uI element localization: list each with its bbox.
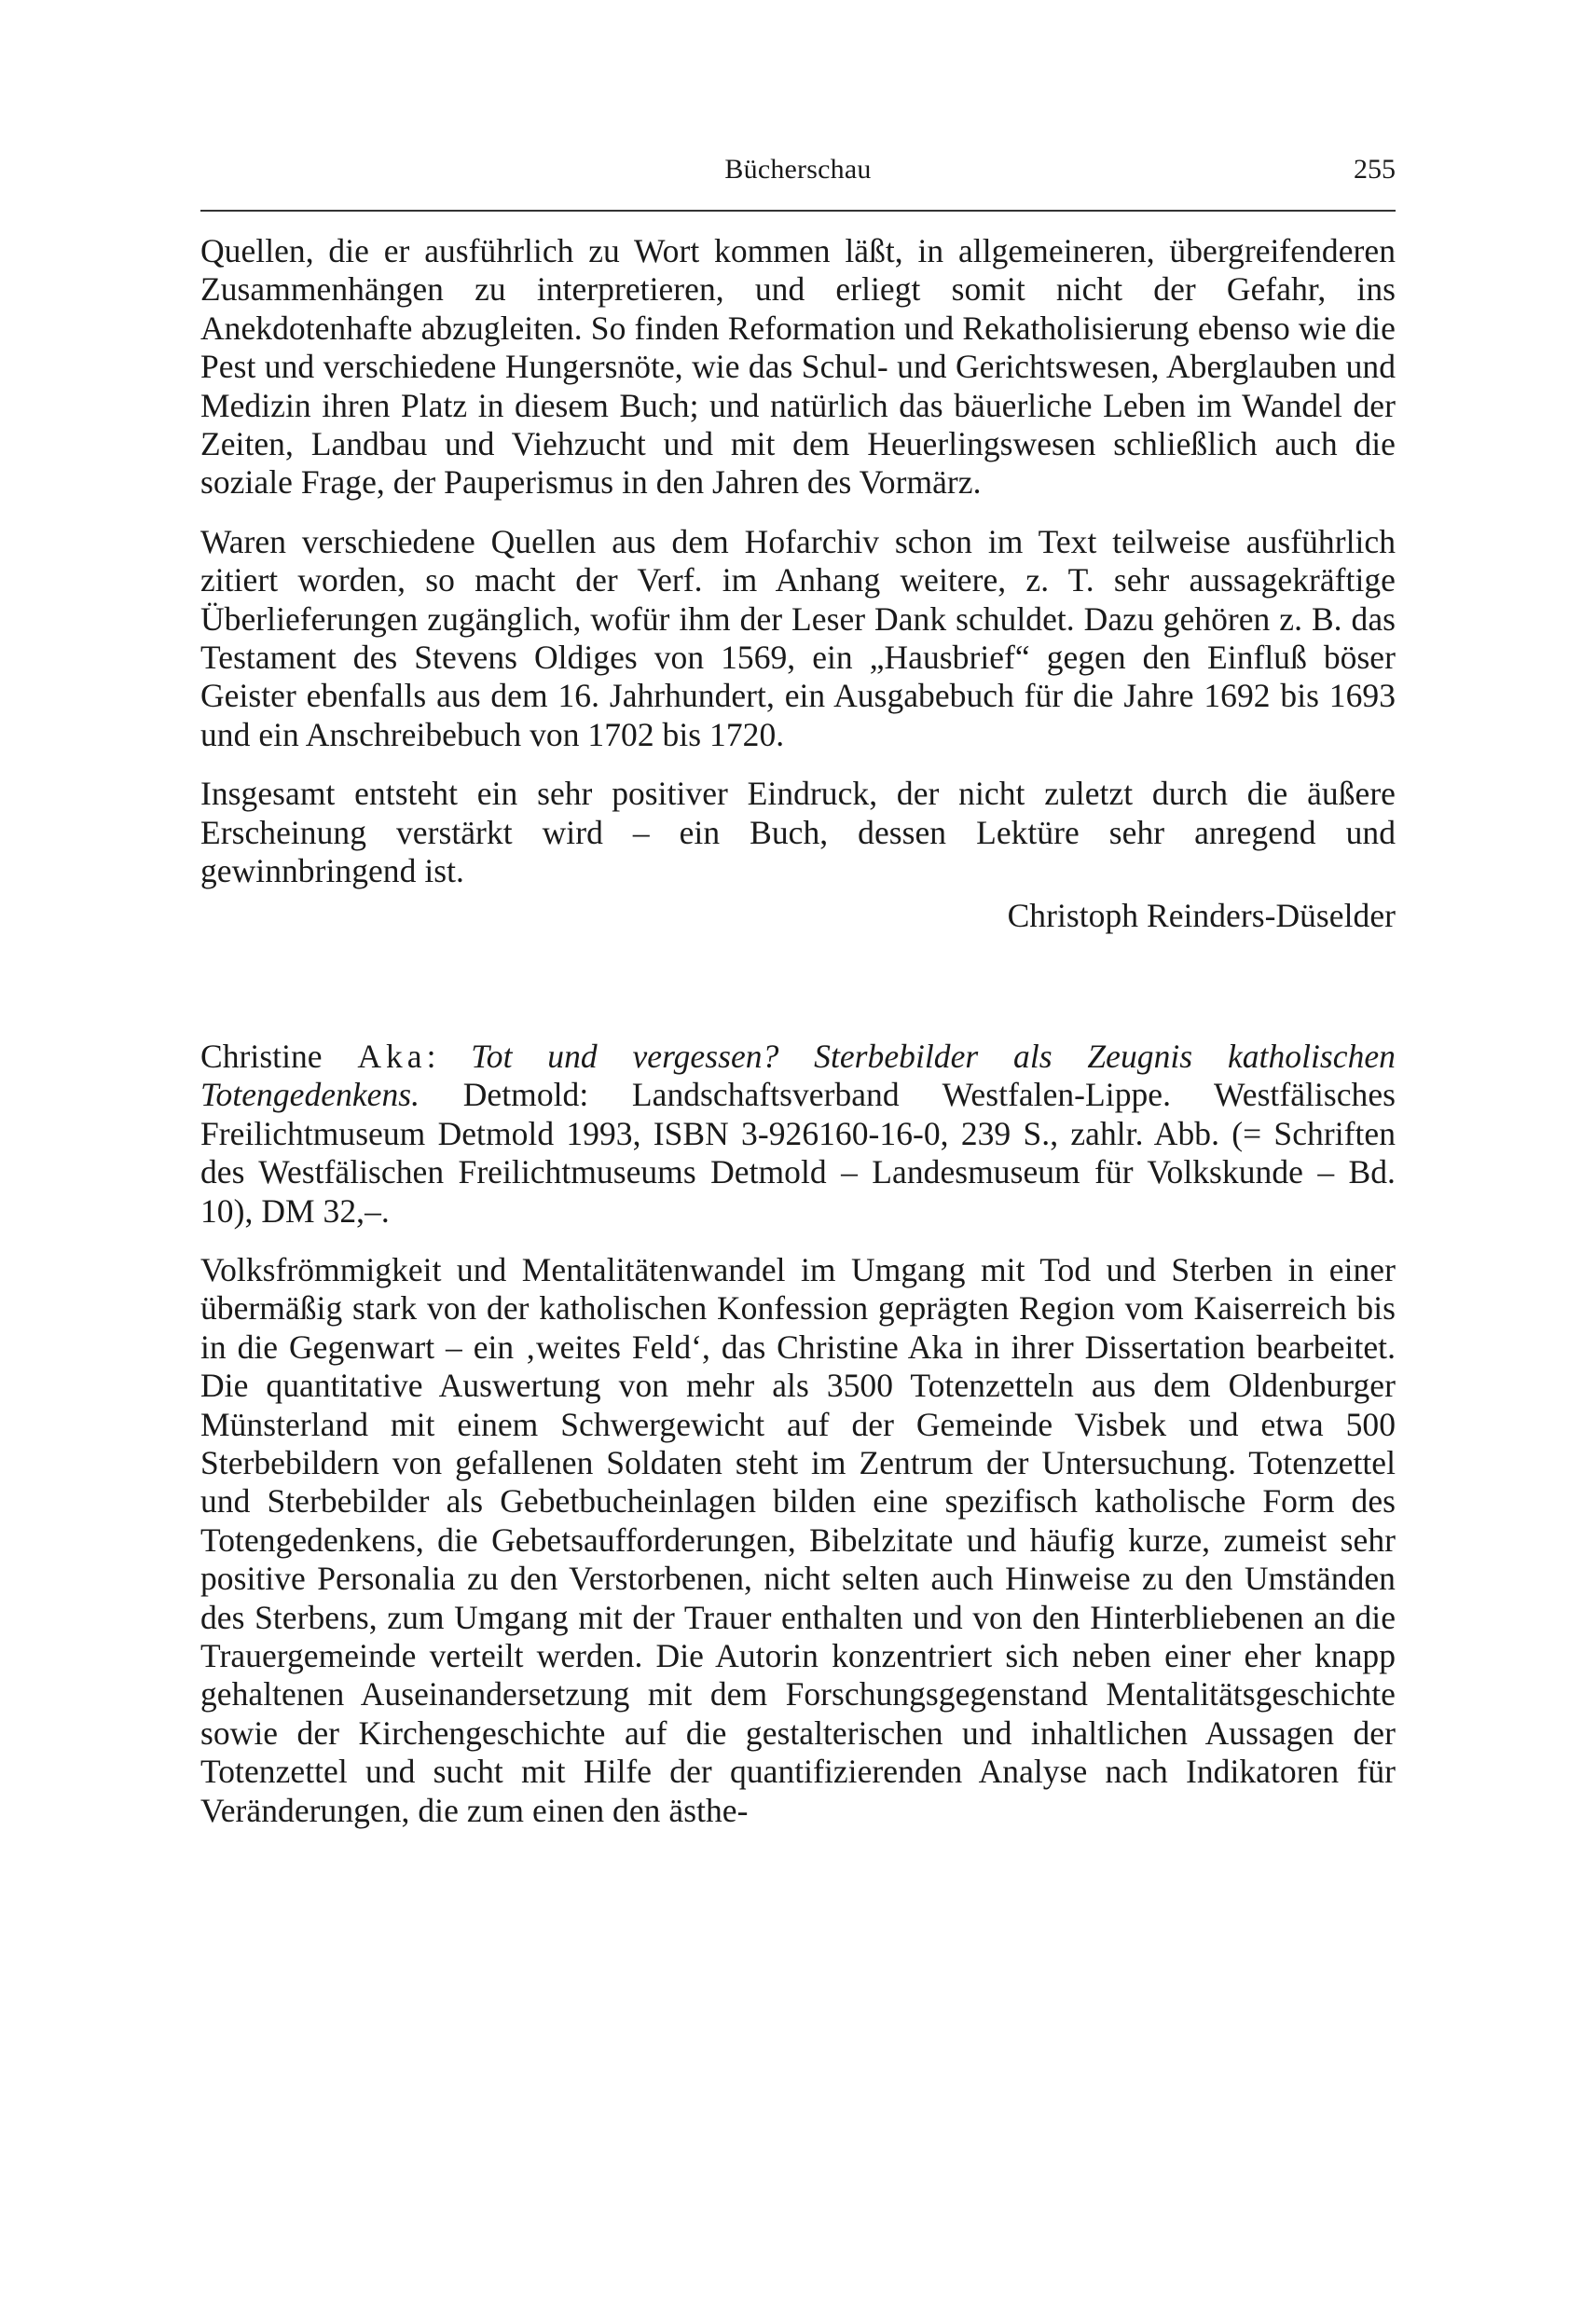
review2-paragraph-1: Volksfrömmigkeit und Mentalitätenwandel im Umgang mit Tod und Sterben in einer übermäßig stark von der katholischen Konfession geprägten Region vom Kaiserreich bis in die Gegenwart – ein ‚weites Feld‘, das Christine Aka in ihrer Dissertation bearbeitet. Die quantitative Auswertung von mehr als 3500 Totenzetteln aus dem Oldenburger Münsterland mit einem Schwergewicht auf der Gemeinde Visbek und etwa 500 Sterbebildern von gefallenen Soldaten steht im Zentrum der Untersuchung. Totenzettel und Sterbebilder als Gebetbucheinlagen bilden eine spezifisch katholische Form des Totengedenkens, die Gebetsaufforderungen, Bibelzitate und häufig kurze, zumeist sehr positive Personalia zu den Verstorbenen, nicht selten auch Hinweise zu den Umständen des Sterbens, zum Umgang mit der Trauer enthalten und von den Hinterbliebenen an die Trauergemeinde verteilt werden. Die Autorin konzentriert sich neben einer eher knapp gehaltenen Auseinandersetzung mit dem Forschungsgegenstand Mentalitätsgeschichte sowie der Kirchengeschichte auf die gestalterischen und inhaltlichen Aussagen der Totenzettel und sucht mit Hilfe der quantifizierenden Analyse nach Indikatoren für Veränderungen, die zum einen den ästhe- <box>200 1250 1396 1829</box>
bib-colon: : <box>426 1037 436 1075</box>
bib-details: Detmold: Landschaftsverband Westfalen-Lippe. Westfälisches Freilichtmuseum Detmold 1993, ISBN 3-926160-16-0, 239 S., zahlr. Abb. (= Schriften des Westfälischen Freilichtmuseums Detmold – Landesmuseum für Volkskunde – Bd. 10), DM 32,–. <box>200 1076 1396 1230</box>
reviewer-signature: Christoph Reinders-Düselder <box>1007 896 1396 934</box>
review1-paragraph-3: Insgesamt entsteht ein sehr positiver Eindruck, der nicht zuletzt durch die äußere Erscheinung verstärkt wird – ein Buch, dessen Lektüre sehr anregend und gewinnbringend ist. <box>200 775 1396 890</box>
header-rule <box>200 210 1396 212</box>
bib-author-last: Aka <box>357 1037 427 1075</box>
page-number: 255 <box>1354 154 1396 185</box>
bibliographic-entry <box>200 1038 1396 1231</box>
running-title: Bücherschau <box>724 154 872 185</box>
running-head <box>200 154 1396 197</box>
bib-title: Tot und vergessen? Sterbebilder als Zeugnis katholischen Totengedenkens. <box>200 1037 1396 1114</box>
review1-paragraph-1: Quellen, die er ausführlich zu Wort kommen läßt, in allgemeineren, übergreifenderen Zusammenhängen zu interpretieren, und erliegt somit nicht der Gefahr, ins Anekdotenhafte abzugleiten. So finden Reformation und Rekatholisierung ebenso wie die Pest und verschiedene Hungersnöte, wie das Schul- und Gerichtswesen, Aberglauben und Medizin ihren Platz in diesem Buch; und natürlich das bäuerliche Leben im Wandel der Zeiten, Landbau und Viehzucht und mit dem Heuerlingswesen schließlich auch die soziale Frage, der Pauperismus in den Jahren des Vormärz. <box>200 232 1396 502</box>
bib-author-first: Christine <box>200 1037 323 1075</box>
page <box>200 154 1396 1830</box>
review1-paragraph-2: Waren verschiedene Quellen aus dem Hofarchiv schon im Text teilweise ausführlich zitiert worden, so macht der Verf. im Anhang weitere, z. T. sehr aussagekräftige Überlieferungen zugänglich, wofür ihm der Leser Dank schuldet. Dazu gehören z. B. das Testament des Stevens Oldiges von 1569, ein „Hausbrief“ gegen den Einfluß böser Geister ebenfalls aus dem 16. Jahrhundert, ein Ausgabebuch für die Jahre 1692 bis 1693 und ein Anschreibebuch von 1702 bis 1720. <box>200 522 1396 753</box>
